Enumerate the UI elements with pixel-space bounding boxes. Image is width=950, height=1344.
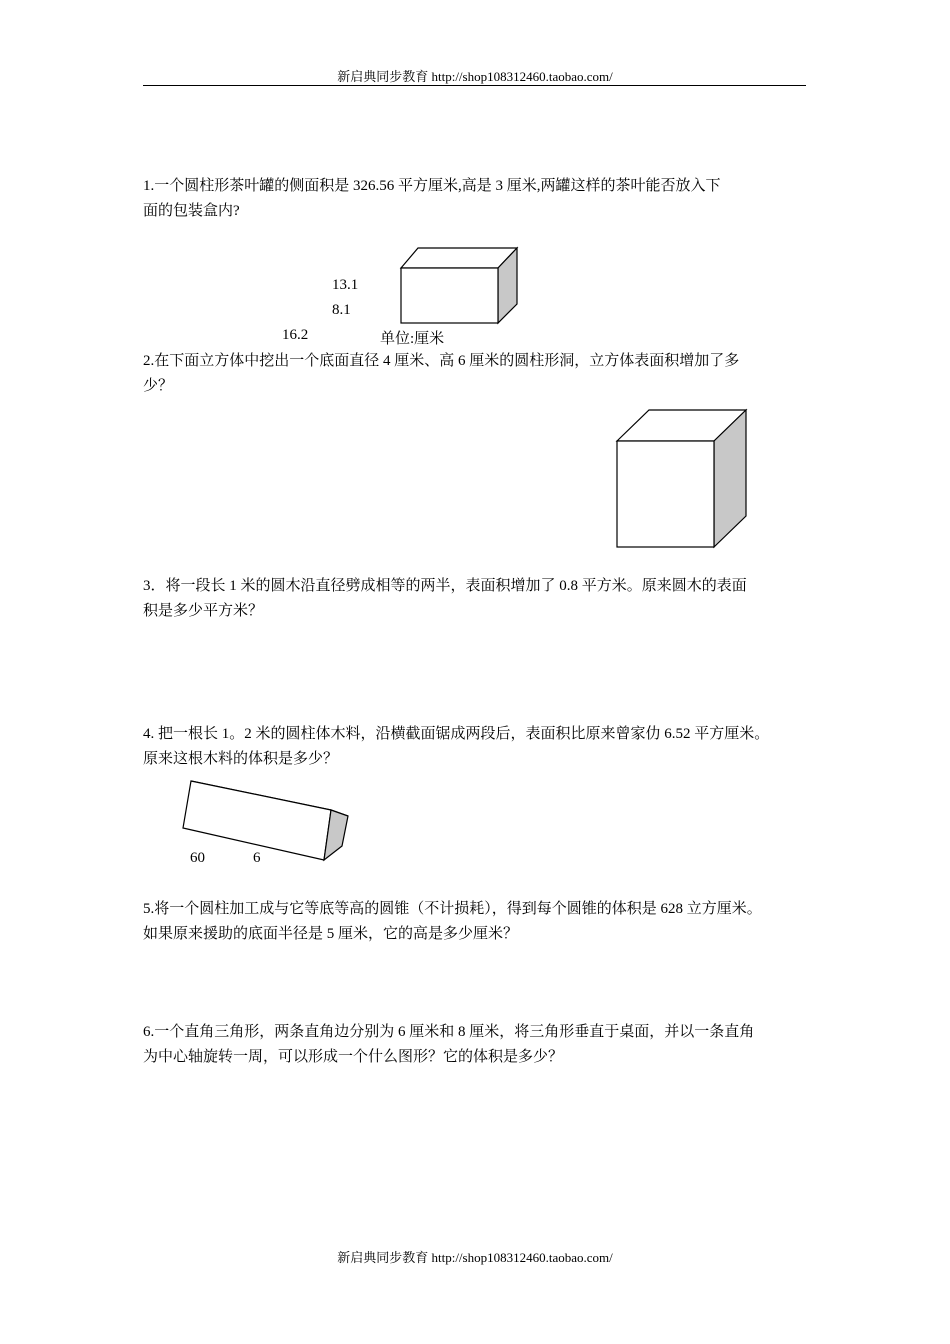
- question-4-line-1: 4. 把一根长 1。2 米的圆柱体木料，沿横截面锯成两段后，表面积比原来曾家仂 6.52 平方厘米。: [143, 726, 770, 742]
- question-5: [143, 897, 823, 947]
- question-6: [143, 1020, 823, 1070]
- question-5-line-2: 如果原来援助的底面半径是 5 厘米，它的高是多少厘米？: [143, 926, 519, 942]
- question-5-line-1: 5.将一个圆柱加工成与它等底等高的圆锥（不计损耗），得到每个圆锥的体积是 628 立方厘米。: [143, 901, 762, 917]
- page-header: 新启典同步教育 http://shop108312460.taobao.com/: [337, 69, 613, 84]
- prism-front-face: [183, 781, 331, 860]
- question-1-line-2: 面的包装盒内?: [143, 203, 240, 219]
- box-height-label: 13.1: [332, 277, 359, 293]
- question-3-line-1: 3．将一段长 1 米的圆木沿直径劈成相等的两半，表面积增加了 0.8 平方米。原来圆木的表面: [143, 578, 747, 594]
- question-6-line-2: 为中心轴旋转一周，可以形成一个什么图形？它的体积是多少？: [143, 1049, 564, 1065]
- question-6-line-1: 6.一个直角三角形，两条直角边分别为 6 厘米和 8 厘米，将三角形垂直于桌面，并以一条直角: [143, 1024, 755, 1040]
- question-3-line-2: 积是多少平方米？: [143, 603, 264, 619]
- question-1-line-1: 1.一个圆柱形茶叶罐的侧面积是 326.56 平方厘米,高是 3 厘米,两罐这样的茶叶能否放入下: [143, 178, 721, 194]
- page-footer: 新启典同步教育 http://shop108312460.taobao.com/: [337, 1250, 613, 1265]
- question-2-line-1: 2.在下面立方体中挖出一个底面直径 4 厘米、高 6 厘米的圆柱形洞，立方体表面积增加了多: [143, 353, 740, 369]
- box-length-label: 16.2: [282, 327, 309, 343]
- box-unit-label: 单位:厘米: [380, 331, 445, 347]
- question-4-line-2: 原来这根木料的体积是多少？: [143, 751, 339, 767]
- prism-side-label: 6: [253, 850, 261, 866]
- question-2-line-2: 少？: [143, 378, 174, 394]
- prism-length-label: 60: [190, 850, 205, 866]
- box-width-label: 8.1: [332, 302, 351, 318]
